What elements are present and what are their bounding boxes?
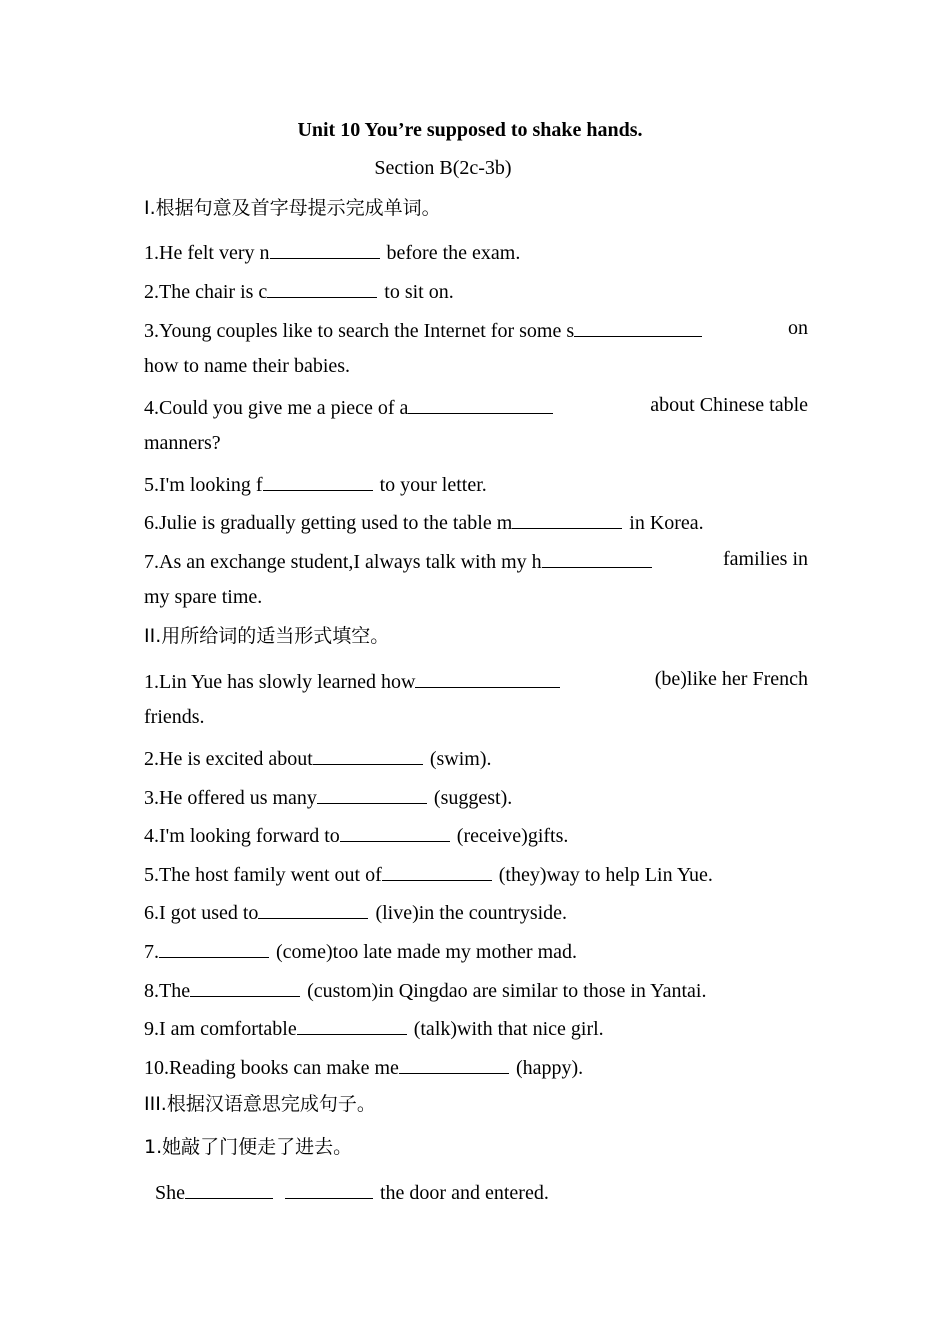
question-text: 10.Reading books can make me [144, 1057, 399, 1079]
part2-question-3 [144, 783, 808, 810]
answer-blank[interactable] [159, 937, 269, 958]
question-text: 2.The chair is c [144, 281, 268, 303]
part1-question-1 [144, 238, 808, 265]
question-text [144, 393, 555, 420]
part2-question-6 [144, 898, 808, 925]
question-text: 4.I'm looking forward to [144, 825, 340, 847]
question-text-pre: 3.Young couples like to search the Internet for some s [144, 320, 575, 342]
question-text [144, 667, 562, 694]
answer-blank[interactable] [512, 508, 622, 529]
part1-question-4-cont: manners? [144, 432, 221, 454]
question-text: (happy). [510, 1057, 584, 1079]
part2-question-5 [144, 860, 808, 887]
part2-question-7 [144, 937, 808, 964]
answer-blank[interactable] [263, 470, 373, 491]
question-text: 8.The [144, 980, 191, 1002]
answer-blank[interactable] [408, 393, 553, 414]
question-text: 3.He offered us many [144, 787, 317, 809]
question-text: before the exam. [381, 242, 521, 264]
question-text: (they)way to help Lin Yue. [493, 864, 713, 886]
part1-question-2 [144, 277, 808, 304]
answer-blank[interactable] [415, 667, 560, 688]
question-text-pre: 7.As an exchange student,I always talk with my h [144, 551, 542, 573]
answer-blank[interactable] [574, 316, 702, 337]
answer-blank[interactable] [399, 1053, 509, 1074]
question-text: 6.I got used to [144, 902, 259, 924]
question-text: in Korea. [624, 512, 704, 534]
part2-question-10 [144, 1053, 808, 1080]
question-text: (suggest). [428, 787, 513, 809]
part1-question-4 [144, 393, 808, 420]
question-text: (come)too late made my mother mad. [271, 941, 578, 963]
question-text: 2.He is excited about [144, 748, 313, 770]
part1-question-3-cont: how to name their babies. [144, 355, 351, 377]
question-text: to your letter. [374, 474, 487, 496]
question-text: (talk)with that nice girl. [408, 1018, 604, 1040]
answer-blank[interactable] [270, 238, 380, 259]
page-subtitle: Section B(2c-3b) [374, 157, 512, 179]
part2-question-8 [144, 976, 808, 1003]
part2-heading: II.用所给词的适当形式填空。 [144, 625, 390, 647]
question-text: families in [723, 548, 808, 570]
part2-question-1 [144, 667, 808, 694]
part1-question-7 [144, 547, 808, 574]
answer-blank[interactable] [340, 821, 450, 842]
part1-question-6 [144, 508, 808, 535]
question-text: to sit on. [379, 281, 454, 303]
part2-question-1-cont: friends. [144, 706, 205, 728]
part3-question-1 [155, 1178, 819, 1205]
part1-heading: I.根据句意及首字母提示完成单词。 [144, 197, 441, 219]
question-text-pre: 4.Could you give me a piece of a [144, 397, 409, 419]
question-text: (swim). [424, 748, 492, 770]
question-text: She [155, 1182, 185, 1204]
part1-question-3 [144, 316, 808, 343]
part3-question-1-chinese: 1.她敲了门便走了进去。 [144, 1136, 353, 1158]
question-text [144, 316, 704, 343]
answer-blank[interactable] [285, 1178, 373, 1199]
answer-blank[interactable] [317, 783, 427, 804]
answer-blank[interactable] [542, 547, 652, 568]
question-text [144, 547, 654, 574]
question-text: about Chinese table [650, 394, 808, 416]
part2-question-2 [144, 744, 808, 771]
question-text: (receive)gifts. [451, 825, 569, 847]
question-text: (be)like her French [654, 668, 808, 690]
question-text: 6.Julie is gradually getting used to the table m [144, 512, 513, 534]
part2-question-4 [144, 821, 808, 848]
part3-heading: III.根据汉语意思完成句子。 [144, 1093, 376, 1115]
question-text-pre: 1.Lin Yue has slowly learned how [144, 671, 416, 693]
answer-blank[interactable] [190, 976, 300, 997]
part2-question-9 [144, 1014, 808, 1041]
question-text: 5.I'm looking f [144, 474, 263, 496]
question-text: 5.The host family went out of [144, 864, 382, 886]
answer-blank[interactable] [313, 744, 423, 765]
answer-blank[interactable] [267, 277, 377, 298]
question-text: the door and entered. [375, 1182, 549, 1204]
question-text: (live)in the countryside. [370, 902, 568, 924]
question-text: 7. [144, 941, 159, 963]
answer-blank[interactable] [185, 1178, 273, 1199]
question-text: 1.He felt very n [144, 242, 270, 264]
part1-question-5 [144, 470, 808, 497]
part1-question-7-cont: my spare time. [144, 586, 263, 608]
question-text: 9.I am comfortable [144, 1018, 297, 1040]
answer-blank[interactable] [297, 1014, 407, 1035]
question-text: on [788, 317, 808, 339]
answer-blank[interactable] [382, 860, 492, 881]
page-title: Unit 10 You’re supposed to shake hands. [297, 119, 643, 141]
question-text: (custom)in Qingdao are similar to those in Yantai. [302, 980, 707, 1002]
answer-blank[interactable] [258, 898, 368, 919]
